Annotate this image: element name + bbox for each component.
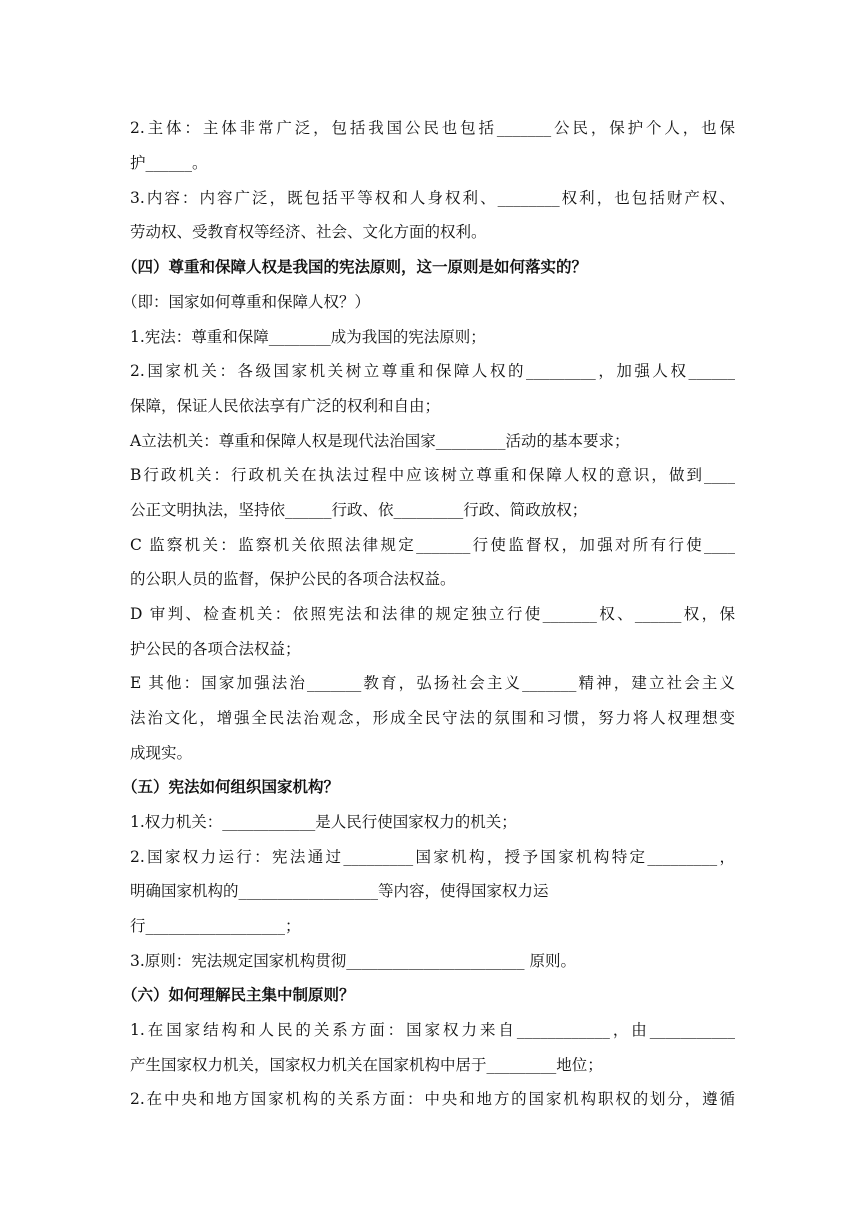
text-line: 护______。 [130, 154, 208, 172]
text-line: 2.主体：主体非常广泛，包括我国公民也包括_______公民，保护个人，也保 [130, 119, 735, 137]
text-line: 2.在中央和地方国家机构的关系方面：中央和地方的国家机构职权的划分，遵循 [130, 1090, 735, 1108]
section-heading: （四）尊重和保障人权是我国的宪法原则，这一原则是如何落实的？ [122, 257, 588, 276]
text-line: 的公职人员的监督，保护公民的各项合法权益。 [130, 570, 456, 588]
text-line: 1.权力机关：____________是人民行使国家权力的机关； [130, 813, 517, 831]
section-heading: （五）宪法如何组织国家机构？ [122, 777, 340, 796]
text-line: 法治文化，增强全民法治观念，形成全民守法的氛围和习惯，努力将人权理想变 [130, 709, 735, 727]
text-line: 1.在国家结构和人民的关系方面：国家权力来自____________，由___________ [130, 1021, 735, 1039]
text-line: 2.国家权力运行：宪法通过_________国家机构，授予国家机构特定_________， [130, 848, 735, 866]
text-line: A立法机关：尊重和保障人权是现代法治国家_________活动的基本要求； [130, 432, 630, 450]
text-line: 3.内容：内容广泛，既包括平等权和人身权利、________权利，也包括财产权、 [130, 189, 735, 207]
text-line: B行政机关：行政机关在执法过程中应该树立尊重和保障人权的意识，做到____ [130, 466, 735, 484]
text-line: 1.宪法：尊重和保障________成为我国的宪法原则； [130, 328, 486, 346]
text-line: 明确国家机构的__________________等内容，使得国家权力运 [130, 882, 549, 900]
text-line: 护公民的各项合法权益； [130, 640, 301, 658]
text-line: 行__________________； [130, 917, 301, 935]
text-line: 劳动权、受教育权等经济、社会、文化方面的权利。 [130, 223, 487, 241]
text-line: 公正文明执法，坚持依______行政、依_________行政、简政放权； [130, 501, 588, 519]
text-line: E 其他：国家加强法治_______教育，弘扬社会主义_______精神，建立社会主义 [130, 674, 735, 692]
text-line: 保障，保证人民依法享有广泛的权利和自由； [130, 397, 441, 415]
text-line: C 监察机关：监察机关依照法律规定_______行使监督权，加强对所有行使____ [130, 536, 735, 554]
text-line: 产生国家权力机关，国家权力机关在国家机构中居于_________地位； [130, 1056, 603, 1074]
section-heading: （六）如何理解民主集中制原则？ [122, 985, 355, 1004]
text-line: 3.原则：宪法规定国家机构贯彻_______________________ 原则。 [130, 952, 576, 970]
text-line: 2.国家机关：各级国家机关树立尊重和保障人权的_________，加强人权______ [130, 362, 735, 380]
text-line: 成现实。 [130, 744, 193, 762]
text-line: （即：国家如何尊重和保障人权？） [122, 293, 371, 311]
text-line: D 审判、检查机关：依照宪法和法律的规定独立行使_______权、______权，保 [130, 605, 735, 623]
